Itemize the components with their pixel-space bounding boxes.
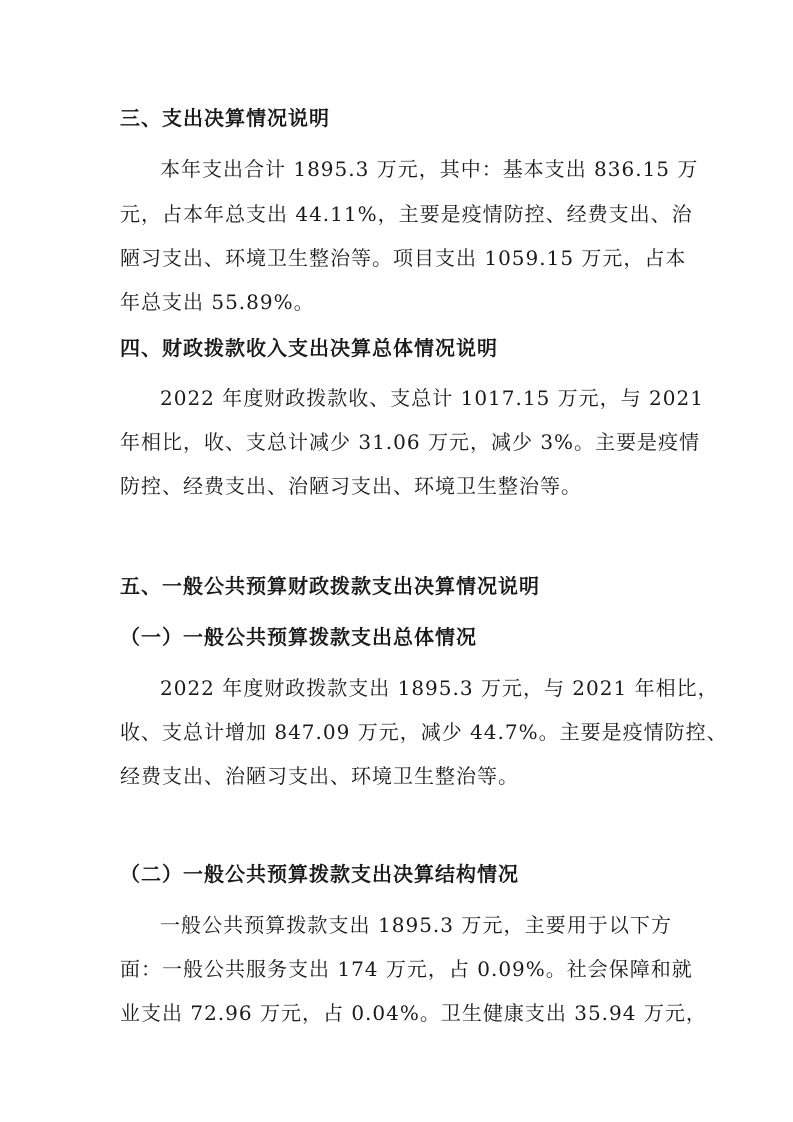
section-3-paragraph-line: 本年支出合计 1895.3 万元，其中：基本支出 836.15 万 — [160, 157, 699, 181]
section-5-sub-2-paragraph-line: 一般公共预算拨款支出 1895.3 万元，主要用于以下方 — [160, 913, 672, 937]
section-5-sub-1-paragraph-line: 经费支出、治陋习支出、环境卫生整治等。 — [120, 764, 519, 788]
section-5-sub-1-paragraph-line: 收、支总计增加 847.09 万元，减少 44.7%。主要是疫情防控、 — [120, 720, 728, 744]
section-3-paragraph-line: 元，占本年总支出 44.11%，主要是疫情防控、经费支出、治 — [120, 202, 693, 226]
section-4-paragraph-line: 2022 年度财政拨款收、支总计 1017.15 万元，与 2021 — [160, 386, 704, 410]
section-4-paragraph-line: 防控、经费支出、治陋习支出、环境卫生整治等。 — [120, 474, 582, 498]
section-3-paragraph-line: 陋习支出、环境卫生整治等。项目支出 1059.15 万元，占本 — [120, 246, 687, 270]
section-3-paragraph-line: 年总支出 55.89%。 — [120, 290, 315, 314]
section-5-sub-2-heading: （二）一般公共预算拨款支出决算结构情况 — [120, 862, 519, 886]
section-5-sub-1-heading: （一）一般公共预算拨款支出总体情况 — [120, 625, 477, 649]
section-5-sub-1-paragraph-line: 2022 年度财政拨款支出 1895.3 万元，与 2021 年相比， — [160, 676, 719, 700]
section-5-sub-2-paragraph-line: 业支出 72.96 万元，占 0.04%。卫生健康支出 35.94 万元， — [120, 1001, 707, 1025]
section-5-heading: 五、一般公共预算财政拨款支出决算情况说明 — [120, 574, 540, 598]
section-4-heading: 四、财政拨款收入支出决算总体情况说明 — [120, 336, 498, 360]
section-4-paragraph-line: 年相比，收、支总计减少 31.06 万元，减少 3%。主要是疫情 — [120, 430, 701, 454]
section-3-heading: 三、支出决算情况说明 — [120, 106, 330, 130]
section-5-sub-2-paragraph-line: 面：一般公共服务支出 174 万元，占 0.09%。社会保障和就 — [120, 957, 693, 981]
